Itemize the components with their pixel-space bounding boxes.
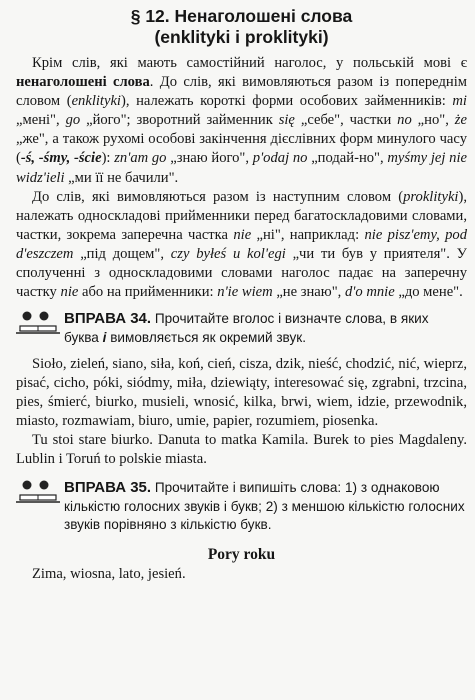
text-run: ), належать односкладові прийменники перед багатоскладовими словами, частки, зокрема заперечна частка	[16, 188, 467, 243]
term-enklityki: enklityki	[71, 93, 121, 110]
text-run: „себе", частки	[294, 112, 398, 129]
section-title-line-1: § 12. Ненаголошені слова	[130, 6, 353, 26]
text-run: або на прийменники:	[78, 284, 218, 301]
students-reading-icon	[16, 310, 60, 334]
poem-line: Zima, wiosna, lato, jesień.	[32, 566, 186, 583]
exercise-34	[16, 310, 467, 347]
example-phrase: p'odaj no	[252, 150, 308, 167]
text-run: „його"; зворотний займенник	[80, 112, 279, 129]
example-word: mi	[452, 93, 467, 110]
example-word: go	[65, 112, 81, 129]
text-run: „не знаю",	[272, 284, 345, 301]
example-phrase: nie pisz'emy, pod d'eszczem	[16, 226, 467, 262]
text-run: „подай-но",	[307, 150, 388, 167]
exercise-34-words: Sioło, zieleń, siano, siła, koń, cień, cisza, dzik, nieść, chodzić, nić, wieprz, pisać, cicho, póki, siódmy, miła, dziewiąty, interesować się, zgrabni, trzcina, pies, śmierć, biurko, musieli, wnosić, kilka, brwi, wiem, idzie, przewodnik, miasto, rozmawiam, biuro, umie, papier, rozumiem, piosenka.	[16, 355, 467, 430]
exercise-35-label: ВПРАВА 35.	[64, 479, 152, 497]
text-run: „під дощем",	[73, 245, 171, 262]
key-term: ненаголошені слова	[16, 74, 150, 91]
exercise-34-sentences: Tu stoi stare biurko. Danuta to matka Kamila. Burek to pies Magdaleny. Lublin i Toruń to polskie miasta.	[16, 432, 467, 468]
example-word: że	[454, 112, 467, 129]
text-run: Прочитайте і випишіть слова: 1) з однаковою кількістю голосних звуків і букв; 2) з меншою кількістю голосних звуків порівняно з кількістю букв.	[64, 480, 465, 532]
text-run: . До слів, які вимовляються разом із попереднім словом (	[16, 74, 467, 110]
section-title-line-2: (enklityki i proklityki)	[154, 27, 329, 47]
students-reading-icon	[16, 479, 60, 503]
example-word: no	[397, 112, 412, 129]
verb-endings: -ś, -śmy, -ście	[20, 150, 102, 167]
example-phrase: czy byłeś u kol'egi	[170, 245, 286, 262]
text-run: ):	[101, 150, 115, 167]
term-proklityki: proklityki	[403, 188, 459, 205]
text-run: „ні", наприклад:	[251, 226, 365, 243]
example-phrase: d'o mnie	[344, 284, 395, 301]
text-run: „до мене".	[394, 284, 463, 301]
text-run: „ми її не бачили".	[64, 169, 179, 186]
text-run: „же", а також рухомі особові закінчення дієслівних форм минулого часу (	[16, 131, 467, 167]
exercise-34-instruction	[64, 310, 467, 347]
text-run: вимовляється як окремий звук.	[106, 329, 307, 345]
exercise-35-instruction	[64, 479, 467, 534]
example-phrase: n'ie wiem	[217, 284, 273, 301]
section-title	[16, 6, 467, 48]
example-phrase: myśmy jej nie widz'ieli	[16, 150, 467, 186]
example-phrase: zn'am go	[114, 150, 167, 167]
paragraph-proclitics	[16, 188, 467, 303]
text-run: „знаю його",	[166, 150, 253, 167]
highlighted-letter: i	[102, 329, 107, 345]
example-word: się	[278, 112, 295, 129]
text-run: ), належать короткі форми особових займенників:	[121, 93, 453, 110]
paragraph-enclitics	[16, 54, 467, 188]
text-run: Прочитайте вголос і визначте слова, в яких буква	[64, 311, 429, 345]
poem-title: Pory roku	[207, 546, 276, 564]
text-run: „чи ти був у приятеля". У сполученні з односкладовими словами наголос падає на заперечну частку	[16, 245, 467, 301]
exercise-35	[16, 479, 467, 534]
example-word: nie	[233, 226, 252, 243]
example-word: nie	[60, 284, 79, 301]
text-run: Крім слів, які мають самостійний наголос, у польській мові є	[32, 55, 467, 71]
text-run: До слів, які вимовляються разом із наступним словом (	[32, 188, 404, 205]
text-run: „мені",	[16, 112, 66, 129]
text-run: „но",	[411, 112, 455, 129]
exercise-34-label: ВПРАВА 34.	[64, 310, 152, 328]
